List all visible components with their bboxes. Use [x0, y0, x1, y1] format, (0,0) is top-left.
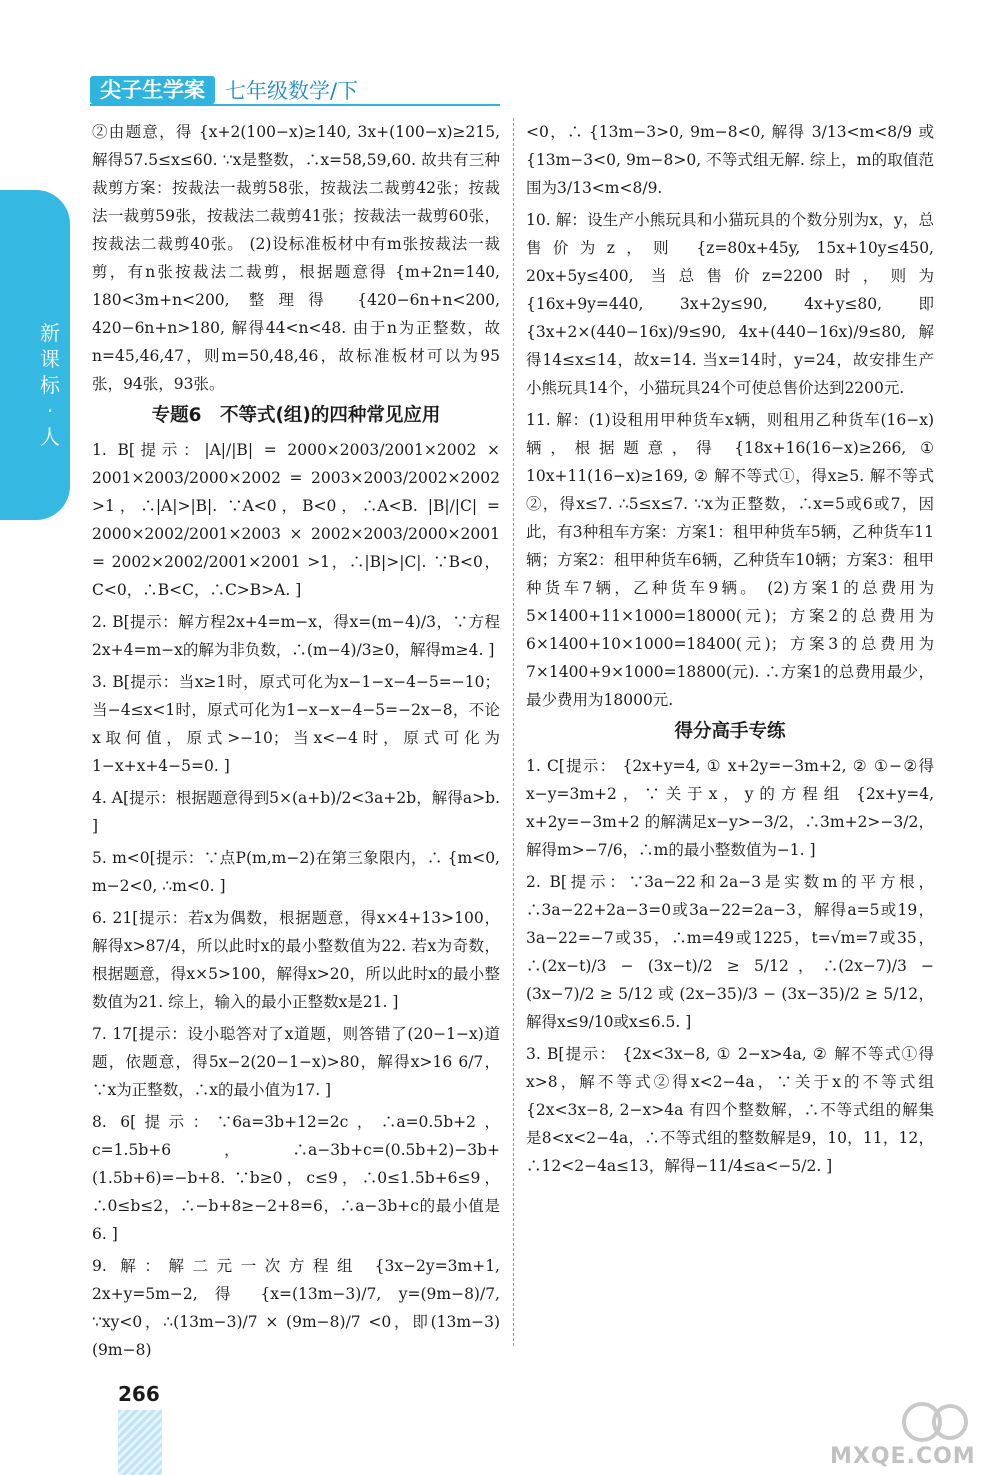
right-paragraph: 11. 解：(1)设租用甲种货车x辆，则租用乙种货车(16−x)辆，根据题意，得 {18x+16(16−x)≥266, ① 10x+11(16−x)≥169, ② 解不等式①，得x≥5. 解不等式②，得x≤7. ∴5≤x≤7. ∵x为正整数，∴x=5或6或7，因此，有3种租车方案：方案1：租甲种货车5辆，乙种货车11辆；方案2：租甲种货车6辆，乙种货车10辆；方案3：租甲种货车7辆，乙种货车9辆。 (2)方案1的总费用为5×1400+11×1000=18000(元)；方案2的总费用为6×1400+10×1000=18400(元)；方案3的总费用为7×1400+9×1000=18800(元). ∴方案1的总费用最少，最少费用为18000元.	[526, 411, 934, 709]
answer-item: 2. B[提示：解方程2x+4=m−x，得x=(m−4)/3，∵方程2x+4=m−x的解为非负数，∴(m−4)/3≥0，解得m≥4. ]	[92, 613, 500, 659]
side-tab-label: 新课标·人	[40, 321, 60, 449]
watermark-url: MXQE.COM	[830, 1444, 976, 1469]
answer-item: 6. 21[提示：若x为偶数，根据题意，得x×4+13>100，解得x>87/4，所以此时x的最小整数值为22. 若x为奇数，根据题意，得x×5>100，解得x>20，所以此时x的最小整数值为21. 综上，输入的最小正整数x是21. ]	[92, 909, 500, 1011]
header-rule	[90, 104, 500, 106]
column-divider	[513, 118, 514, 1346]
answer-item: 4. A[提示：根据题意得到5×(a+b)/2<3a+2b，解得a>b. ]	[92, 789, 500, 835]
left-paragraph: ②由题意，得 {x+2(100−x)≥140, 3x+(100−x)≥215, 解得57.5≤x≤60. ∵x是整数，∴x=58,59,60. 故共有三种裁剪方案：按裁法一裁剪58张，按裁法二裁剪42张；按裁法一裁剪59张，按裁法二裁剪41张；按裁法一裁剪60张，按裁法二裁剪40张。 (2)设标准板材中有m张按裁法一裁剪，有n张按裁法二裁剪，根据题意得 {m+2n=140, 180<3m+n<200, 整理得 {420−6n+n<200, 420−6n+n>180, 解得44<n<48. 由于n为正整数，故n=45,46,47，则m=50,48,46，故标准板材可以为95张，94张，93张。	[92, 123, 500, 393]
page-number: 266	[118, 1382, 160, 1406]
section-title-practice: 得分高手专练	[674, 721, 786, 742]
book-subtitle: 七年级数学/下	[225, 79, 359, 103]
answer-item: 1. C[提示： {2x+y=4, ① x+2y=−3m+2, ② ①−②得x−y=3m+2，∵关于x，y的方程组 {2x+y=4, x+2y=−3m+2 的解满足x−y>−3/2，∴3m+2>−3/2，解得m>−7/6，∴m的最小整数值为−1. ]	[526, 757, 934, 859]
answer-item: 7. 17[提示：设小聪答对了x道题，则答错了(20−1−x)道题，依题意，得5x−2(20−1−x)>80，解得x>16 6/7，∵x为正整数，∴x的最小值为17. ]	[92, 1025, 500, 1099]
answer-item: 9. 解：解二元一次方程组 {3x−2y=3m+1, 2x+y=5m−2, 得 {x=(13m−3)/7, y=(9m−8)/7, ∵xy<0，∴(13m−3)/7 × (9m−8)/7 <0，即(13m−3)(9m−8)	[92, 1257, 500, 1359]
right-column	[526, 118, 934, 1184]
answer-item: 3. B[提示： {2x<3x−8, ① 2−x>4a, ② 解不等式①得x>8，解不等式②得x<2−4a，∵关于x的不等式组 {2x<3x−8, 2−x>4a 有四个整数解，∴不等式组的解集是8<x<2−4a，∴不等式组的整数解是9，10，11，12，∴12<2−4a≤13，解得−11/4≤a<−5/2. ]	[526, 1045, 934, 1175]
answer-item: 3. B[提示：当x≥1时，原式可化为x−1−x−4−5=−10；当−4≤x<1时，原式可化为1−x−x−4−5=−2x−8，不论x取何值，原式>−10；当x<−4时，原式可化为1−x+x+4−5=0. ]	[92, 673, 500, 775]
answer-item: 2. B[提示：∵3a−22和2a−3是实数m的平方根，∴3a−22+2a−3=0或3a−22=2a−3，解得a=5或19，3a−22=−7或35，∴m=49或1225，t=√m=7或35，∴(2x−t)/3 − (3x−t)/2 ≥ 5/12，∴(2x−7)/3 − (3x−7)/2 ≥ 5/12 或 (2x−35)/3 − (3x−35)/2 ≥ 5/12，解得x≤9/10或x≤6.5. ]	[526, 873, 934, 1031]
answer-item: 1. B[提示：|A|/|B| = 2000×2003/2001×2002 × 2001×2003/2000×2002 = 2003×2003/2002×2002 >1，∴|A|>|B|. ∵A<0，B<0，∴A<B. |B|/|C| = 2000×2002/2001×2003 × 2002×2003/2000×2001 = 2002×2002/2001×2001 >1，∴|B|>|C|. ∵B<0，C<0，∴B<C，∴C>B>A. ]	[92, 441, 500, 599]
answer-item: 8. 6[提示：∵6a=3b+12=2c，∴a=0.5b+2，c=1.5b+6，∴a−3b+c=(0.5b+2)−3b+(1.5b+6)=−b+8. ∵b≥0，c≤9，∴0≤1.5b+6≤9，∴0≤b≤2，∴−b+8≥−2+8=6，∴a−3b+c的最小值是6. ]	[92, 1113, 500, 1243]
watermark-logo-icon	[900, 1400, 970, 1444]
page-number-bar	[118, 1410, 162, 1475]
section-title-topic6: 专题6 不等式(组)的四种常见应用	[151, 405, 441, 426]
page-header	[90, 76, 358, 104]
book-brand: 尖子生学案	[90, 76, 215, 104]
watermark	[790, 1400, 995, 1470]
left-column	[92, 118, 500, 1368]
right-paragraph: 10. 解：设生产小熊玩具和小猫玩具的个数分别为x，y，总售价为z，则 {z=80x+45y, 15x+10y≤450, 20x+5y≤400, 当总售价z=2200时，则为 {16x+9y=440, 3x+2y≤90, 4x+y≤80, 即 {3x+2×(440−16x)/9≤90, 4x+(440−16x)/9≤80, 解得14≤x≤14，故x=14. 当x=14时，y=24，故安排生产小熊玩具14个，小猫玩具24个可使总售价达到2200元.	[526, 211, 934, 397]
answer-item: 5. m<0[提示：∵点P(m,m−2)在第三象限内，∴ {m<0, m−2<0, ∴m<0. ]	[92, 849, 500, 895]
right-paragraph: <0，∴ {13m−3>0, 9m−8<0, 解得 3/13<m<8/9 或 {13m−3<0, 9m−8>0, 不等式组无解. 综上，m的取值范围为3/13<m<8/9.	[526, 123, 934, 197]
